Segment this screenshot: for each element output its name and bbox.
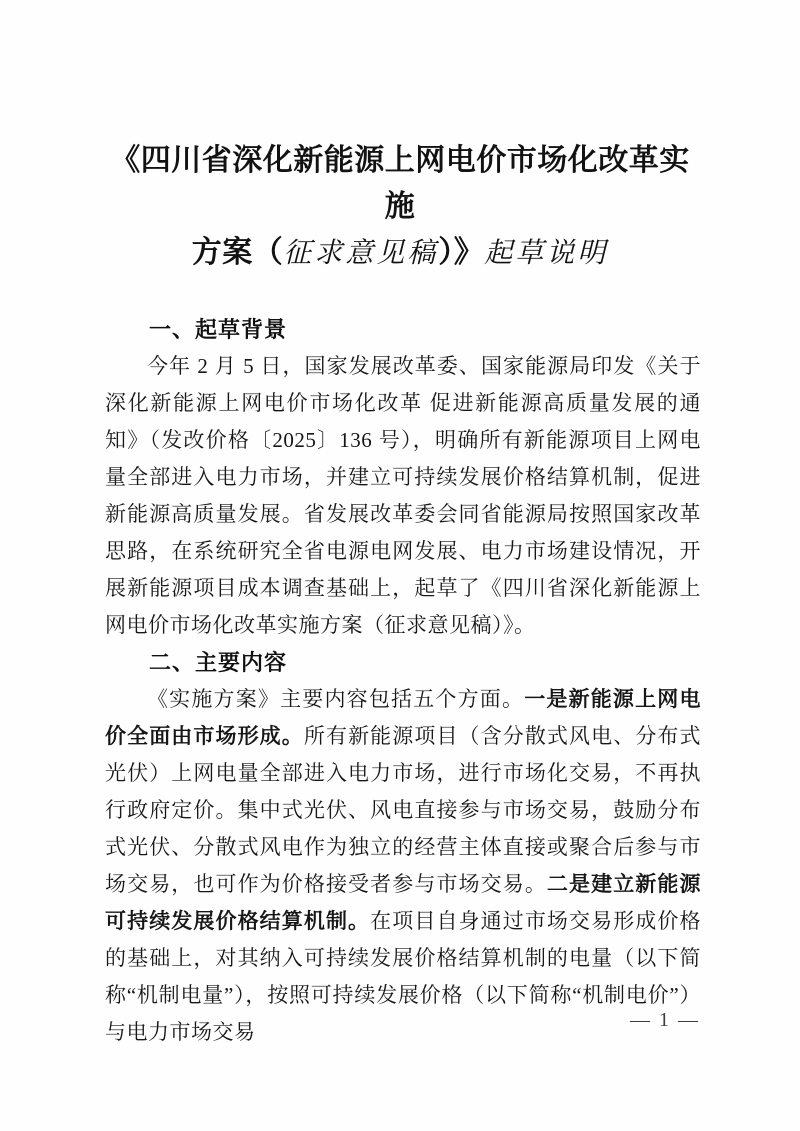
emphasis-text: 二是建立新能源可持续发展价格结算机制。 xyxy=(105,872,701,933)
document-title-line1: 《四川省深化新能源上网电价市场化改革实施 xyxy=(110,144,690,223)
section-heading-1: 一、起草背景 xyxy=(149,317,288,342)
paragraph-text: 所有新能源项目（含分散式风电、分布式光伏）上网电量全部进入电力市场，进行市场化交易，不再执行政府定价。集中式光伏、风电直接参与市场交易，鼓励分布式光伏、分散式风电作为独立的经营主体直接或聚合后参与市场交易，也可作为价格接受者参与市场交易。 xyxy=(105,724,702,896)
body-paragraph xyxy=(105,348,701,644)
title-text: 方案（ xyxy=(191,236,284,269)
page-number: — 1 — xyxy=(630,1009,700,1031)
paragraph-text: 今年 2 月 5 日，国家发展改革委、国家能源局印发《关于深化新能源上网电价市场化改革 促进新能源高质量发展的通知》（发改价格〔2025〕136 号），明确所有新能源项目上网电量全部进入电力市场，并建立可持续发展价格结算机制，促进新能源高质量发展。省发展改革委会同省能源局按照国家改革思路，在系统研究全省电源电网发展、电力市场建设情况，开展新能源项目成本调查基础上，起草了《四川省深化新能源上网电价市场化改革实施方案（征求意见稿）》。 xyxy=(105,354,701,637)
title-script-text: 起草说明 xyxy=(484,238,609,269)
paragraph-text: 《实施方案》主要内容包括五个方面。 xyxy=(147,687,525,711)
title-script-text: 征求意见稿 xyxy=(283,238,439,269)
paragraph-text: 在项目自身通过市场交易形成价格的基础上，对其纳入可持续发展价格结算机制的电量（以下简称“机制电量”），按照可持续发展价格（以下简称“机制电价”）与电力市场交易 xyxy=(105,909,702,1044)
emphasis-text: 一是新能源上网电价全面由市场形成。 xyxy=(105,687,701,748)
document-title xyxy=(98,138,702,277)
title-text: ）》 xyxy=(438,236,485,269)
document-body xyxy=(105,311,701,1051)
section-heading-2: 二、主要内容 xyxy=(149,650,288,675)
document-title-line2 xyxy=(98,230,702,277)
body-paragraph xyxy=(105,681,701,1051)
